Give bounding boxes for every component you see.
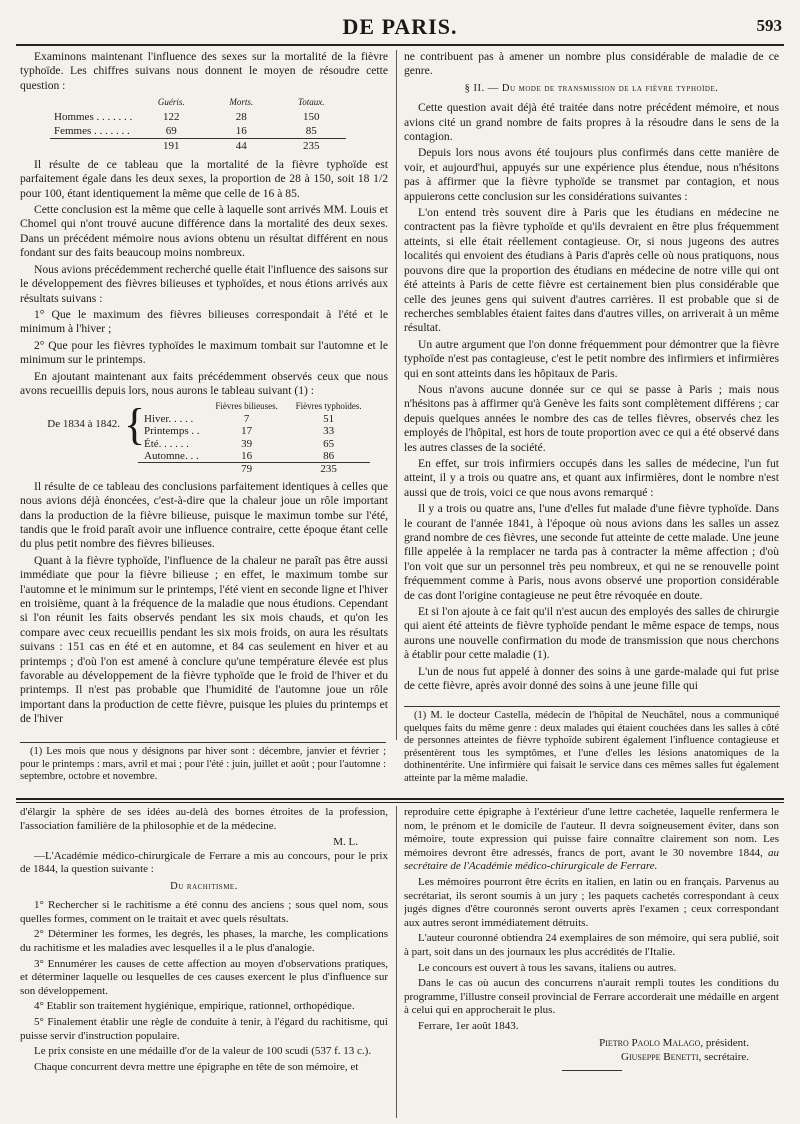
paragraph: Cette question avait déjà été traitée dans notre précédent mémoire, et nous avions cité un grand nombre de faits propres à la résoudre dans le sens de la contagion. [404, 101, 779, 144]
question: 4° Etablir son traitement hygiénique, empirique, rationnel, orthopédique. [34, 1000, 355, 1013]
signature-president [404, 1036, 779, 1050]
paragraph: Nous avions précédemment recherché quelle était l'influence des saisons sur le développement des fièvres bilieuses et typhoïdes, et nous étions arrivés aux résultats suivans : [20, 262, 388, 305]
table-header: Totaux. [298, 97, 325, 108]
paragraph: Dans le cas où aucun des concurrens n'aurait rempli toutes les conditions du programme, l'illustre conseil provincial de Ferrare accorderait une médaille en argent à celui qui en approcherait le plus. [404, 977, 779, 1017]
paragraph: En ajoutant maintenant aux faits précédemment observés ceux que nous avons recueillis depuis lors, nous aurons le tableau suivant (1) : [20, 369, 388, 397]
table-header: Fièvres typhoïdes. [295, 401, 362, 412]
seasonal-table [20, 400, 388, 475]
paragraph: Il résulte de ce tableau des conclusions parfaitement identiques à celles que nous avions déjà énoncées, c'est-à-dire que la chaleur joue un rôle important dans la production de la fièvre bilieuse, puisque le maximun tombe sur l'été, tandis que le froid paraît avoir une influence contraire, cette époque étant celle du plus petit nombre des fièvres bilieuses. [20, 479, 388, 551]
paragraph: En effet, sur trois infirmiers occupés dans les salles de médecine, l'un fut atteint, il y a trois ou quatre ans, et quant aux infirmières, dont le nombre n'est aussi que de trois, voici ce que nous avons remarqué : [404, 456, 779, 499]
table-row [50, 124, 346, 139]
feuilleton-rule-2 [16, 802, 784, 803]
paragraph: Examinons maintenant l'influence des sexes sur la mortalité de la fièvre typhoïde. Les chiffres suivans nous donnent le moyen de résoudre cette question : [20, 50, 388, 92]
paragraph: L'auteur couronné obtiendra 24 exemplaires de son mémoire, qui sera publié, soit à part, soit dans un des journaux les plus accrédités de l'Italie. [404, 932, 779, 958]
question: 5° Finalement établir une règle de conduite à tenir, à l'égard du rachitisme, qui puisse servir d'instruction populaire. [20, 1015, 388, 1042]
footnote-text: (1) Les mois que nous y désignons par hiver sont : décembre, janvier et février ; pour le printemps : mars, avril et mai ; pour l'été : juin, juillet et août ; pour l'automne : septembre, octobre et novembre. [20, 746, 386, 783]
paragraph: ne contribuent pas à amener un nombre plus considérable de maladie de ce genre. [404, 50, 779, 78]
signatory-role: , secrétaire. [698, 1050, 749, 1063]
cell: 235 [276, 139, 346, 154]
paragraph: 2° Que pour les fièvres typhoïdes le maximum tombait sur l'automne et le minimum sur le printemps. [20, 338, 388, 367]
row-label: Printemps . . [144, 425, 200, 438]
cell: 85 [305, 125, 317, 138]
section-heading: § II. — Du mode de transmission de la fièvre typhoïde. [464, 82, 719, 94]
table-row [138, 438, 370, 450]
sex-mortality-table [50, 95, 346, 154]
question: 3° Ennumérer les causes de cette affection au moyen d'observations pratiques, et déterminer laquelle ou lesquelles de ces causes exercent le plus d'influence sur son développement. [20, 957, 388, 997]
paragraph: Nous n'avons aucune donnée sur ce qui se passe à Paris ; mais nous n'hésitons pas à affirmer qu'à Genève les faits sont complètement différens ; car depuis quelques années le nombre des cas de telles fièvres, observés chez les employés de l'hôpital, est hors de toute proportion avec ce qui a été observé dans les autres classes de la société. [404, 382, 779, 454]
cell: 16 [241, 449, 253, 462]
signature-secretary [404, 1050, 779, 1064]
table-header: Fièvres bilieuses. [215, 401, 278, 412]
cell: 65 [323, 437, 335, 450]
cell: 17 [241, 425, 253, 438]
paragraph: 1° Que le maximum des fièvres bilieuses correspondait à l'été et le minimum à l'hiver ; [20, 307, 388, 336]
cell: 86 [323, 449, 335, 462]
cell: 28 [235, 110, 247, 123]
question: 2° Déterminer les formes, les degrés, les phases, la marche, les complications du rachitisme et les maladies avec lesquelles il a le plus d'analogie. [20, 928, 388, 954]
page-title: DE PARIS. [342, 14, 458, 39]
table-header: Guéris. [157, 97, 185, 108]
footnote-rule-left [20, 742, 386, 743]
bottom-left-column [20, 806, 388, 1118]
closing-rule [562, 1070, 622, 1071]
footnote-right [404, 710, 779, 786]
footnote-left [20, 746, 386, 784]
cell: 51 [323, 412, 335, 425]
table-row [138, 450, 370, 463]
cell: 150 [302, 110, 320, 123]
brace: { [124, 400, 146, 450]
cell: 69 [165, 125, 177, 138]
address: au secrétaire de l'Académie médico-chirurgicale de Ferrare. [404, 846, 779, 873]
signatory-name: Giuseppe Benetti [621, 1050, 699, 1063]
left-column [20, 50, 388, 740]
cell: 235 [288, 463, 370, 476]
table-totals-row [50, 139, 346, 154]
footnote-rule-right [404, 706, 780, 707]
table-row [138, 413, 370, 425]
paragraph: Et si l'on ajoute à ce fait qu'il n'est aucun des employés des salles de chirurgie qui aient été atteints de fièvre typhoïde pendant le même espace de temps, nous aurons une nouvelle confirmation du mode de transmission que nous cherchons à établir pour cette maladie (1). [404, 605, 779, 662]
paragraph: L'un de nous fut appelé à donner des soins à une garde-malade qui fut prise de cette fièvre, après avoir donné des soins à une jeune fille qui [404, 664, 779, 693]
paragraph: L'on entend très souvent dire à Paris que les étudians en médecine ne contractent pas la fièvre typhoïde et qu'ils devraient en être plus fréquemment atteints, si elle était réellement contagieuse. Or, si nous jugeons des autres localités qui envoient des étudians à Paris d'après celle où nous pratiquons, nous pouvons dire que la proportion des étudians en médecine de notre ville qui ont été atteints à Paris de cette fièvre est certainement bien plus considérable que celle des jeunes gens qui suivent d'autres carrières. Il est probable que si de recherches semblables étaient faites dans d'autres villes, on arriverait à un même résultat. [404, 206, 779, 335]
table-totals-row [138, 463, 370, 476]
paragraph: Il y a trois ou quatre ans, l'une d'elles fut malade d'une fièvre typhoïde. Dans le courant de l'année 1841, à l'époque où nous avions dans les salles un assez grand nombre de ces fièvres, une seconde fut atteinte de cette malade. Une jeune fille appelée à la remplacer ne tarda pas à contracter la même affection ; d'où l'on voit que sur un personnel très peu nombreux, et qui ne se renouvelle point fréquemment comme à Paris, nous avons observé une proportion considérable de cas dont l'origine contagieuse ne peut être révoquée en doute. [404, 502, 779, 602]
paragraph: Le prix consiste en une médaille d'or de la valeur de 100 scudi (537 f. 13 c.). [34, 1045, 372, 1058]
question: 1° Rechercher si le rachitisme a été connu des anciens ; sous quel nom, sous quelles formes, comment on le traitait et avec quels résultats. [20, 899, 388, 925]
column-divider [396, 50, 397, 740]
row-label: Automne. . . [144, 449, 199, 462]
right-column [404, 50, 779, 740]
bottom-right-column [404, 806, 779, 1118]
dateline: Ferrare, 1er août 1843. [418, 1019, 519, 1032]
cell: 39 [241, 437, 253, 450]
page-number: 593 [756, 16, 782, 35]
signatory-role: , président. [700, 1036, 749, 1049]
paragraph-text: reproduire cette épigraphe à l'extérieur d'une lettre cachetée, laquelle renfermera le nom, le prénom et le domicile de l'auteur. Il devra soigneusement éviter, dans son mémoire, toute expression qui puisse faire connaître clairement son nom. Les mémoires devront être adressés, francs de port, avant le 30 novembre 1844, [404, 806, 779, 859]
paragraph: Il résulte de ce tableau que la mortalité de la fièvre typhoïde est parfaitement égale dans les deux sexes, la proportion de 28 à 150, soit 18 1/2 pour 100, étant identiquement la même que celle de 16 à 85. [20, 157, 388, 200]
paragraph: —L'Académie médico-chirurgicale de Ferrare a mis au concours, pour le prix de 1844, la question suivante : [20, 849, 388, 876]
paragraph: Depuis lors nous avons été toujours plus confirmés dans cette manière de voir, et aujourd'hui, appuyés sur une expérience plus étendue, nous n'hésitons pas à affirmer que la fièvre typhoïde se transmet par contagion, et nous appuierons cette conclusion sur les considérations suivantes : [404, 146, 779, 203]
signatory-name: Pietro Paolo Malago [599, 1036, 701, 1049]
cell: 191 [136, 139, 206, 154]
header-rule [16, 44, 784, 46]
initials: M. L. [333, 836, 358, 849]
cell: 122 [162, 110, 180, 123]
column-divider [396, 806, 397, 1118]
period-label: De 1834 à 1842. [47, 418, 120, 431]
paragraph: Chaque concurrent devra mettre une épigraphe en tête de son mémoire, et [34, 1060, 359, 1073]
row-label: Été. . . . . . [144, 437, 189, 450]
paragraph: Cette conclusion est la même que celle à laquelle sont arrivés MM. Louis et Chomel qui n'ont trouvé aucune différence dans la mortalité des deux sexes. Dans un précédent mémoire nous avions obtenu un résultat différent en nous fondant sur des faits beaucoup moins nombreux. [20, 203, 388, 260]
row-label: Hiver. . . . . [144, 412, 194, 425]
feuilleton-rule [16, 798, 784, 800]
subject-heading: Du rachitisme. [170, 880, 238, 892]
footnote-text: (1) M. le docteur Castella, médecin de l'hôpital de Neuchâtel, nous a communiqué quelques faits du même genre : deux malades qui étaient couchées dans les salles à côté de personnes atteintes de fièvre typhoïde subirent également l'influence contagieuse et présentèrent tous les symptômes, et l'une d'elles les lésions anatomiques de la dothinentérite. Une infirmière qui faisait le service dans ces mêmes salles fut également atteinte par la même maladie. [404, 710, 779, 784]
cell: 79 [206, 463, 288, 476]
cell: 33 [323, 425, 335, 438]
table-header: Morts. [229, 97, 254, 108]
paragraph: Quant à la fièvre typhoïde, l'influence de la chaleur ne paraît pas être aussi immédiate que pour la fièvre bilieuse ; en effet, le maximum tombe sur l'automne et le minimum sur le printemps, l'été vient en seconde ligne et l'hiver en troisième, quant à la fréquence de la maladie que nous étudions. Cependant si l'on réunit les faits observés pendant les six mois chauds, et qu'on les compare avec ceux recueillis pendant les six mois froids, on aura les résultats suivans : 151 cas en été et en automne, et 84 cas seulement en hiver et au printemps ; d'où l'on est amené à conclure qu'une température élevée est plus favorable au développement de la fièvre typhoïde que le froid de l'hiver et du printemps. Il n'est pas probable que l'humidité de l'automne joue un rôle important dans la production de cette fièvre, puisque les pluies du printemps et de l'hiver [20, 553, 388, 726]
cell: 16 [235, 125, 247, 138]
running-head [0, 10, 800, 40]
paragraph: Le concours est ouvert à tous les savans, italiens ou autres. [418, 961, 677, 974]
table-row [138, 425, 370, 437]
cell: 44 [206, 139, 276, 154]
cell: 7 [243, 412, 250, 425]
row-label: Femmes . . . . . . . [54, 125, 130, 138]
paragraph: Les mémoires pourront être écrits en italien, en latin ou en français. Parvenus au secrétariat, ils seront soumis à un jury ; les paquets cachetés correspondant à ceux jugés dignes d'être couronnés seront ouverts après l'examen ; ceux correspondant aux autres seront immédiatement détruits. [404, 875, 779, 929]
row-label: Hommes . . . . . . . [54, 110, 133, 123]
paragraph [404, 806, 779, 874]
table-row [50, 110, 346, 124]
paragraph: d'élargir la sphère de ses idées au-delà des bornes étroites de la profession, l'association familière de la philosophie et de la médecine. [20, 806, 388, 832]
paragraph: Un autre argument que l'on donne fréquemment pour démontrer que la fièvre typhoïde n'est pas contagieuse, c'est le petit nombre des infirmiers et infirmières qui en sont atteints dans les hôpitaux de Paris. [404, 337, 779, 380]
